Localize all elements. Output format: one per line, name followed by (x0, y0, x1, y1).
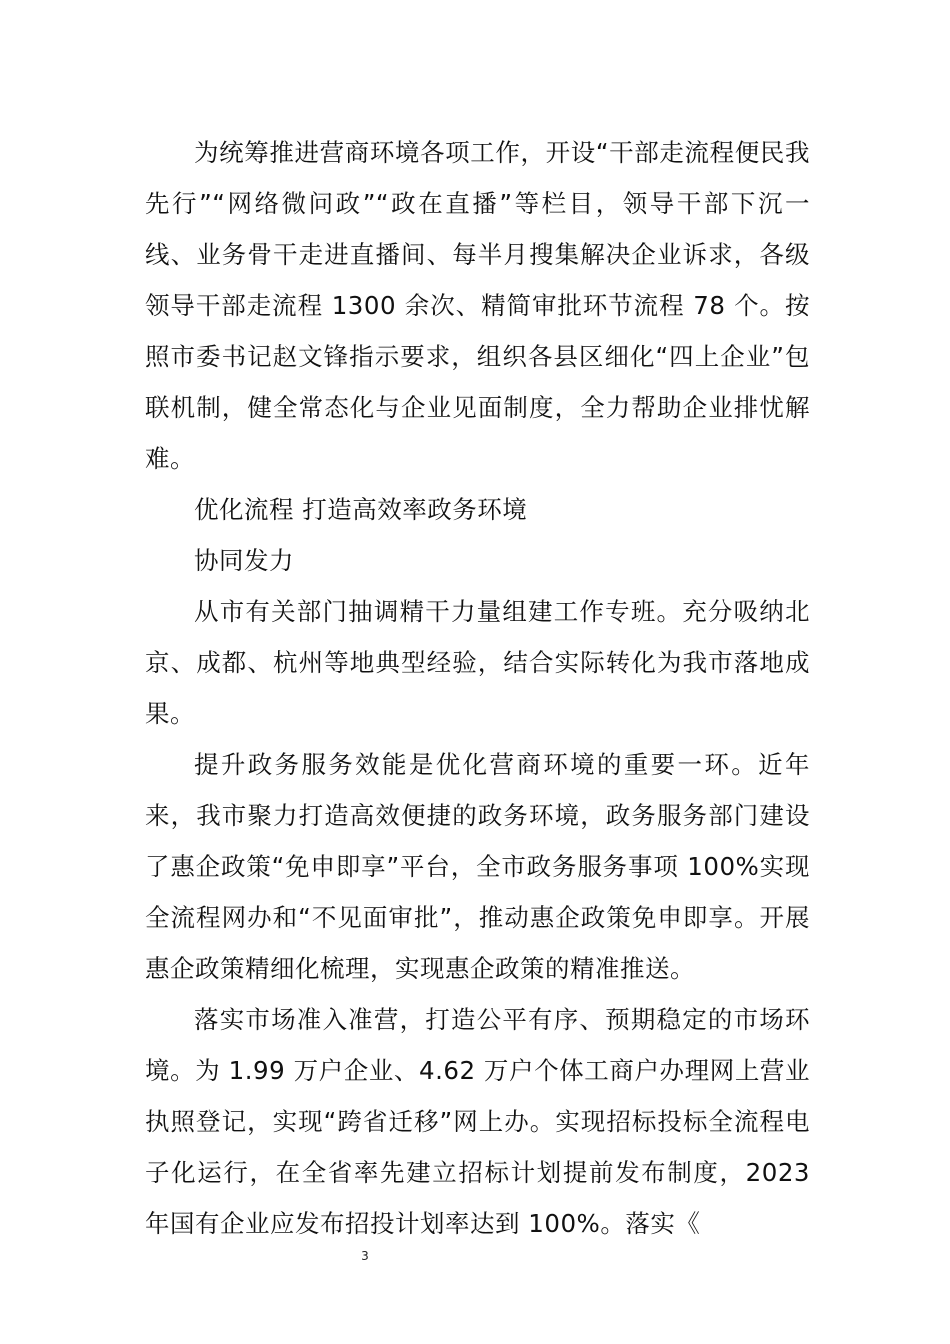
section-heading: 优化流程 打造高效率政务环境 (194, 495, 528, 524)
paragraph-government-services: 提升政务服务效能是优化营商环境的重要一环。近年来，我市聚力打造高效便捷的政务环境，政务服务部门建设了惠企政策“免申即享”平台，全市政务服务事项 100%实现全流程网办和“不见面审批”，推动惠企政策免申即享。开展惠企政策精细化梳理，实现惠企政策的精准推送。 (145, 750, 810, 983)
paragraph-task-force: 从市有关部门抽调精干力量组建工作专班。充分吸纳北京、成都、杭州等地典型经验，结合实际转化为我市落地成果。 (145, 597, 810, 728)
paragraph-business-environment: 为统筹推进营商环境各项工作，开设“干部走流程便民我先行”“网络微问政”“政在直播”等栏目，领导干部下沉一线、业务骨干走进直播间、每半月搜集解决企业诉求，各级领导干部走流程 1300 余次、精简审批环节流程 78 个。按照市委书记赵文锋指示要求，组织各县区细化“四上企业”包联机制，健全常态化与企业见面制度，全力帮助企业排忧解难。 (145, 138, 810, 473)
subsection-heading: 协同发力 (194, 546, 294, 575)
page-number: 3 (361, 1249, 369, 1263)
body-text (145, 127, 810, 1249)
paragraph-market-access: 落实市场准入准营，打造公平有序、预期稳定的市场环境。为 1.99 万户企业、4.62 万户个体工商户办理网上营业执照登记，实现“跨省迁移”网上办。实现招标投标全流程电子化运行，在全省率先建立招标计划提前发布制度，2023 年国有企业应发布招投计划率达到 100%。落实《 (145, 1005, 810, 1238)
